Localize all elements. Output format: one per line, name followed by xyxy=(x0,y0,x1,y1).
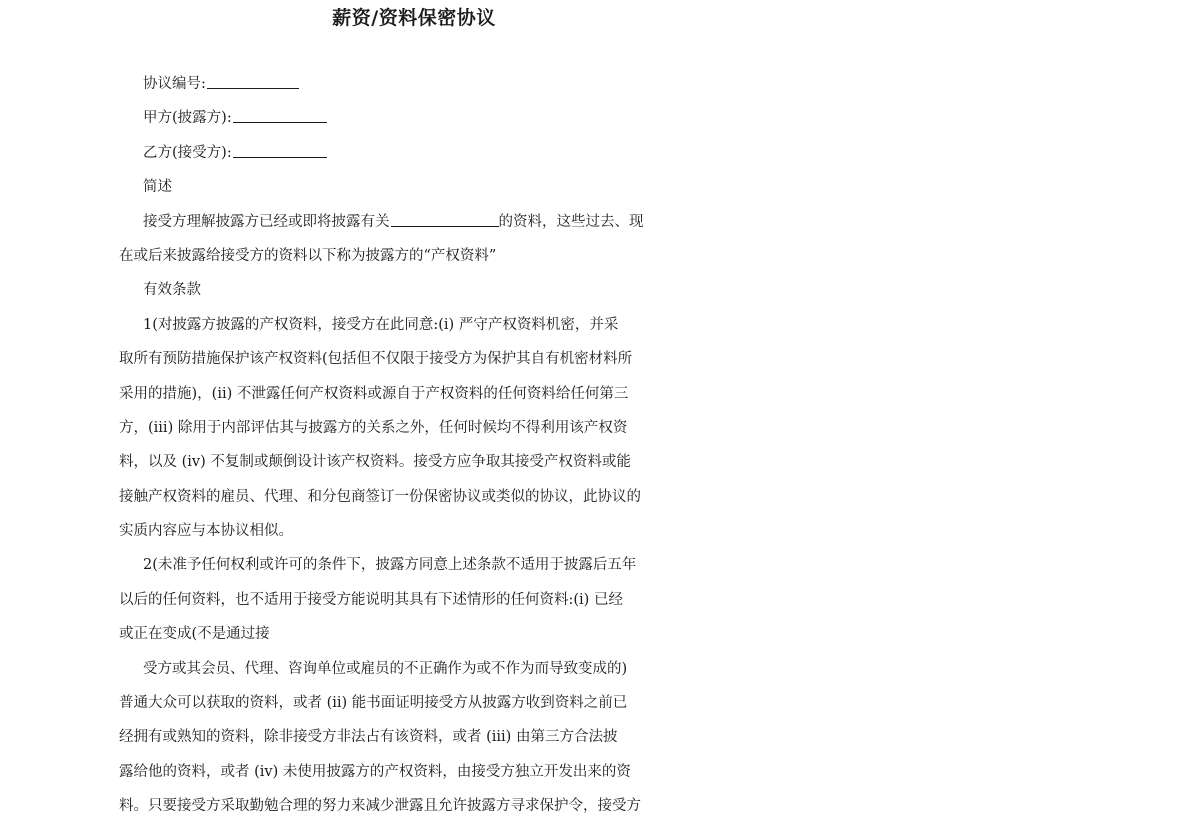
paragraph-line: 1(对披露方披露的产权资料，接受方在此同意:(i) 严守产权资料机密，并采 xyxy=(143,316,619,333)
field-label: 乙方(接受方): xyxy=(143,144,232,161)
agreement-number-field xyxy=(119,67,685,101)
party-a-field xyxy=(119,101,685,135)
paragraph-line: 实质内容应与本协议相似。 xyxy=(119,523,293,540)
paragraph-line: 采用的措施)，(ii) 不泄露任何产权资料或源自于产权资料的任何资料给任何第三 xyxy=(119,385,629,402)
paragraph-line: 或正在变成(不是通过接 xyxy=(119,626,270,643)
paragraph-line: 取所有预防措施保护该产权资料(包括但不仅限于接受方为保护其自有机密材料所 xyxy=(119,351,633,368)
blank-line xyxy=(391,210,499,227)
paragraph-line: 经拥有或熟知的资料，除非接受方非法占有该资料，或者 (iii) 由第三方合法披 xyxy=(119,729,618,746)
section-heading-terms: 有效条款 xyxy=(143,282,201,299)
summary-line: 在或后来披露给接受方的资料以下称为披露方的“产权资料” xyxy=(119,247,497,264)
blank-line xyxy=(207,72,299,89)
paragraph-line: 受方或其会员、代理、咨询单位或雇员的不正确作为或不作为而导致变成的) xyxy=(143,660,628,677)
document-title: 薪资/资料保密协议 xyxy=(332,7,496,29)
field-label: 甲方(披露方): xyxy=(143,110,232,127)
summary-line xyxy=(119,205,685,239)
summary-text-post: 的资料，这些过去、现 xyxy=(498,213,644,230)
party-b-field xyxy=(119,136,685,170)
paragraph-line: 以后的任何资料，也不适用于接受方能说明其具有下述情形的任何资料:(i) 已经 xyxy=(119,591,623,608)
paragraph-line: 普通大众可以获取的资料，或者 (ii) 能书面证明接受方从披露方收到资料之前已 xyxy=(119,695,628,712)
blank-line xyxy=(233,141,327,158)
spacer xyxy=(119,36,685,67)
paragraph-line: 料。只要接受方采取勤勉合理的努力来减少泄露且允许披露方寻求保护令，接受方 xyxy=(119,798,641,815)
blank-line xyxy=(233,106,327,123)
paragraph-line: 方，(iii) 除用于内部评估其与披露方的关系之外，任何时候均不得利用该产权资 xyxy=(119,419,628,436)
document-page xyxy=(119,0,685,824)
summary-text-pre: 接受方理解披露方已经或即将披露有关 xyxy=(143,213,390,230)
field-label: 协议编号: xyxy=(143,76,206,92)
section-heading-summary: 简述 xyxy=(143,179,172,196)
paragraph-line: 料，以及 (iv) 不复制或颠倒设计该产权资料。接受方应争取其接受产权资料或能 xyxy=(119,454,631,471)
paragraph-line: 接触产权资料的雇员、代理、和分包商签订一份保密协议或类似的协议，此协议的 xyxy=(119,488,641,505)
paragraph-line: 露给他的资料，或者 (iv) 未使用披露方的产权资料，由接受方独立开发出来的资 xyxy=(119,763,631,780)
paragraph-line: 2(未准予任何权利或许可的条件下，披露方同意上述条款不适用于披露后五年 xyxy=(143,557,637,574)
